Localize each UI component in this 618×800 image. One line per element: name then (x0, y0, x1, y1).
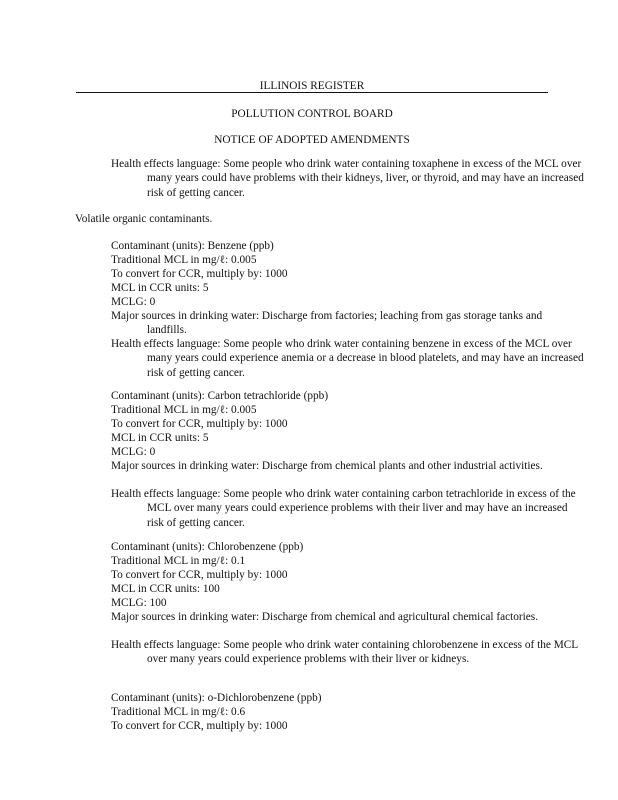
benzene-convert: To convert for CCR, multiply by: 1000 (111, 268, 288, 280)
benzene-sources: Major sources in drinking water: Discharge from factories; leaching from gas storage tanks and landfills. (111, 310, 543, 337)
carbon-tetrachloride-traditional-mcl: Traditional MCL in mg/ℓ: 0.005 (111, 404, 257, 416)
chlorobenzene-mcl-ccr: MCL in CCR units: 100 (111, 583, 220, 595)
carbon-tetrachloride-health-effects: Health effects language: Some people who drink water containing carbon tetrachloride in excess of the MCL over many years could experience problems with their liver and may have an increased risk of getting cancer. (111, 488, 576, 529)
carbon-tetrachloride-sources: Major sources in drinking water: Discharge from chemical plants and other industrial activities. (111, 460, 543, 472)
carbon-tetrachloride-contaminant: Contaminant (units): Carbon tetrachloride (ppb) (111, 390, 329, 402)
chlorobenzene-traditional-mcl: Traditional MCL in mg/ℓ: 0.1 (111, 555, 246, 567)
chlorobenzene-contaminant: Contaminant (units): Chlorobenzene (ppb) (111, 541, 304, 553)
dichlorobenzene-convert: To convert for CCR, multiply by: 1000 (111, 720, 288, 732)
chlorobenzene-health-effects: Health effects language: Some people who drink water containing chlorobenzene in excess of the MCL over many years could experience problems with their liver or kidneys. (111, 639, 578, 666)
carbon-tetrachloride-mcl-ccr: MCL in CCR units: 5 (111, 432, 209, 444)
benzene-mcl-ccr: MCL in CCR units: 5 (111, 282, 209, 294)
section-heading: Volatile organic contaminants. (75, 213, 213, 225)
notice-title: NOTICE OF ADOPTED AMENDMENTS (214, 134, 410, 146)
benzene-contaminant: Contaminant (units): Benzene (ppb) (111, 240, 274, 252)
chlorobenzene-mclg: MCLG: 100 (111, 597, 167, 609)
header-rule (76, 92, 548, 93)
dichlorobenzene-contaminant: Contaminant (units): o-Dichlorobenzene (ppb) (111, 692, 322, 704)
benzene-health-effects: Health effects language: Some people who drink water containing benzene in excess of the MCL over many years could experience anemia or a decrease in blood platelets, and may have an increased risk of getting cancer. (111, 338, 584, 379)
benzene-traditional-mcl: Traditional MCL in mg/ℓ: 0.005 (111, 254, 257, 266)
chlorobenzene-convert: To convert for CCR, multiply by: 1000 (111, 569, 288, 581)
board-name: POLLUTION CONTROL BOARD (231, 108, 393, 120)
chlorobenzene-sources: Major sources in drinking water: Discharge from chemical and agricultural chemical factories. (111, 611, 539, 623)
register-title: ILLINOIS REGISTER (259, 80, 365, 92)
toxaphene-health-effects: Health effects language: Some people who drink water containing toxaphene in excess of the MCL over many years could have problems with their kidneys, liver, or thyroid, and may have an increased risk of getting cancer. (111, 158, 584, 199)
carbon-tetrachloride-convert: To convert for CCR, multiply by: 1000 (111, 418, 288, 430)
carbon-tetrachloride-mclg: MCLG: 0 (111, 446, 156, 458)
benzene-mclg: MCLG: 0 (111, 296, 156, 308)
dichlorobenzene-traditional-mcl: Traditional MCL in mg/ℓ: 0.6 (111, 706, 246, 718)
